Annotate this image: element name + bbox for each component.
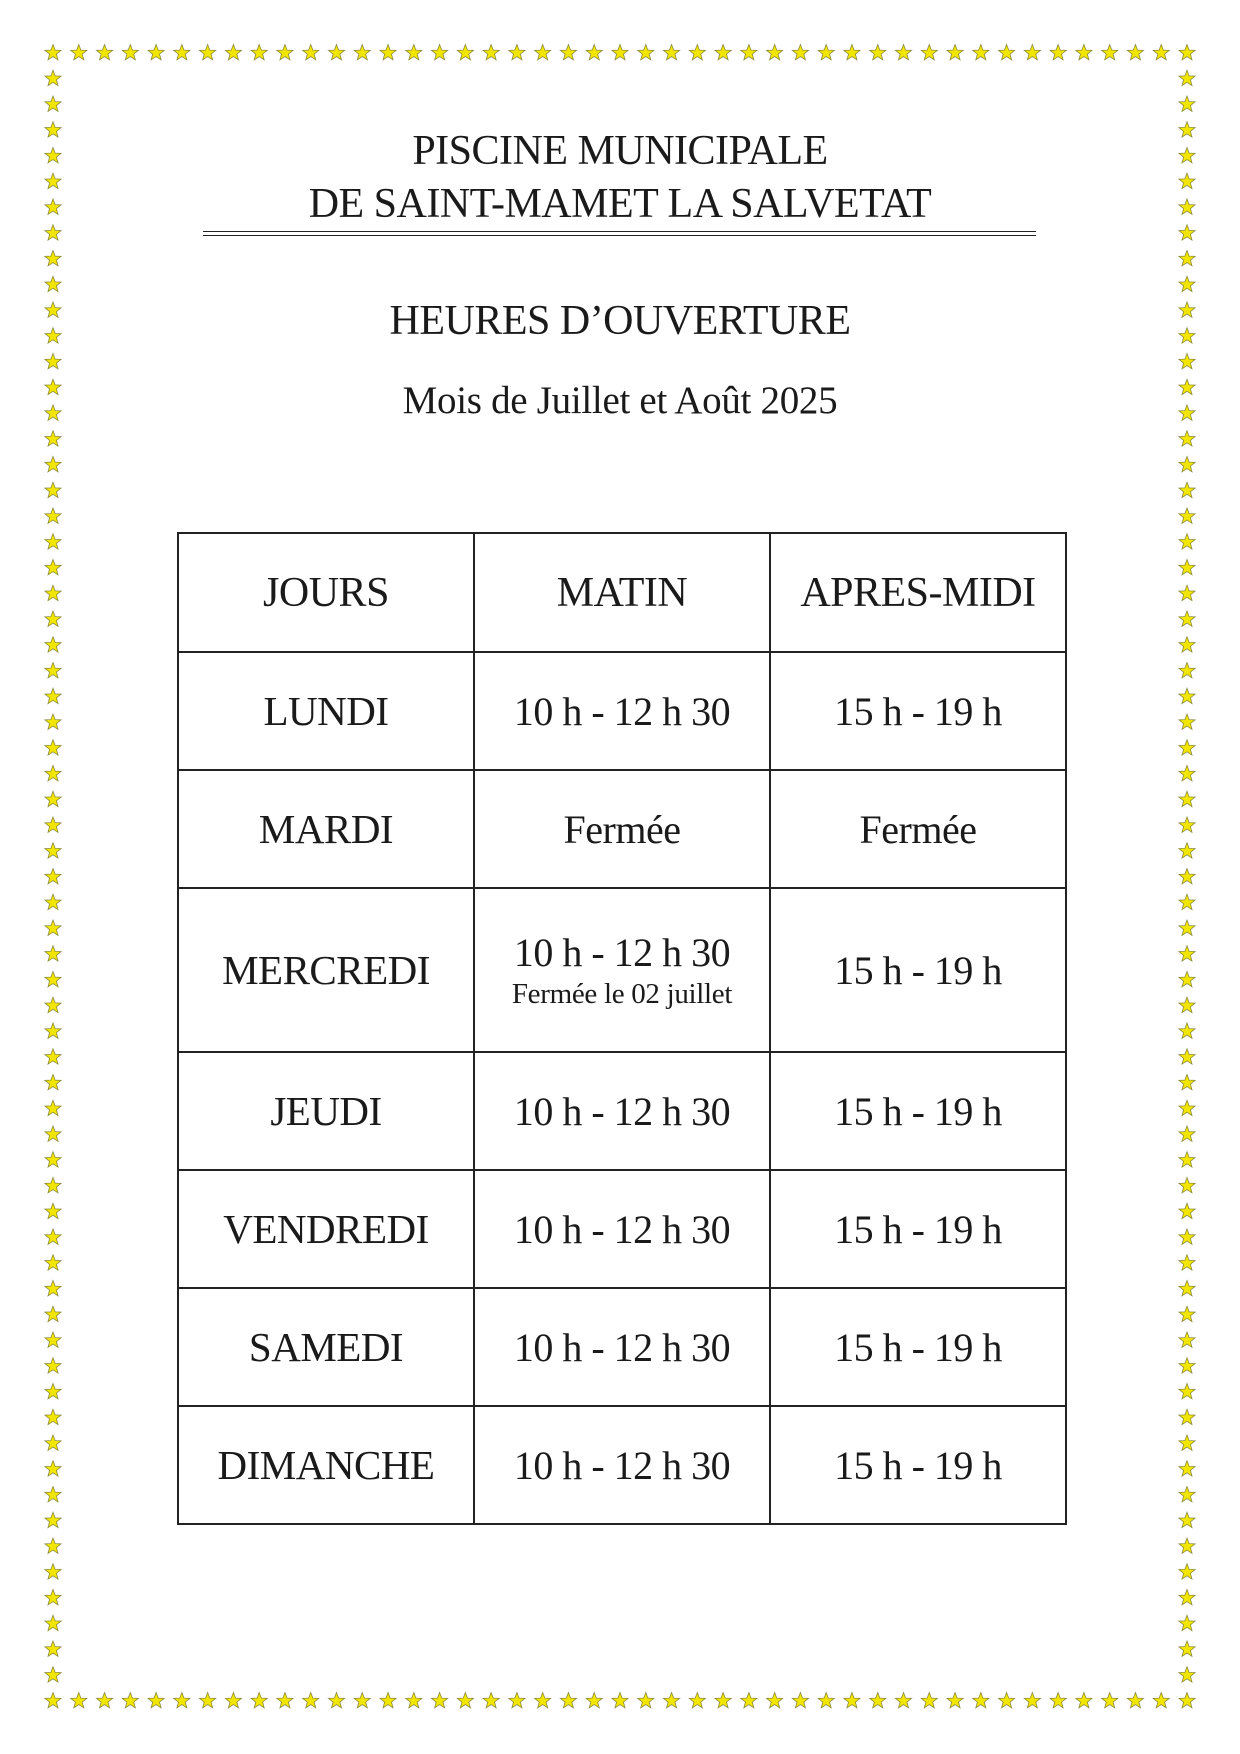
star-icon [45,946,61,961]
star-icon [1179,1229,1195,1244]
star-icon [200,1693,216,1708]
star-icon [354,45,370,60]
star-icon [1179,791,1195,806]
star-icon [1024,45,1040,60]
column-header-day: JOURS [178,533,474,652]
day-cell: MERCREDI [178,888,474,1052]
afternoon-cell: 15 h - 19 h [770,1406,1066,1524]
star-icon [45,534,61,549]
star-icon [715,45,731,60]
star-icon [303,45,319,60]
star-icon [1179,457,1195,472]
star-icon [870,1693,886,1708]
title-line-1: PISCINE MUNICIPALE [412,128,828,174]
star-icon [432,1693,448,1708]
star-icon [1179,740,1195,755]
star-icon [45,894,61,909]
table-row [178,1052,1066,1170]
star-icon [1102,45,1118,60]
morning-hours: 10 h - 12 h 30 [513,930,731,975]
column-header-afternoon: APRES-MIDI [770,533,1066,652]
star-icon [1050,1693,1066,1708]
morning-cell: 10 h - 12 h 30 [474,1170,770,1288]
star-icon [277,45,293,60]
star-icon [1179,354,1195,369]
star-icon [45,766,61,781]
star-icon [45,1126,61,1141]
star-icon [483,1693,499,1708]
star-icon [1179,997,1195,1012]
star-icon [45,1178,61,1193]
star-icon [1179,1435,1195,1450]
star-icon [612,1693,628,1708]
title-underline-double [203,235,1036,236]
star-icon [999,45,1015,60]
star-icon [457,1693,473,1708]
star-icon [45,1358,61,1373]
star-icon [45,1615,61,1630]
star-icon [45,1049,61,1064]
star-icon [45,637,61,652]
star-icon [535,1693,551,1708]
column-header-morning: MATIN [474,533,770,652]
star-icon [1179,1512,1195,1527]
star-icon [741,1693,757,1708]
star-icon [1102,1693,1118,1708]
star-icon [174,1693,190,1708]
star-icon [1179,1152,1195,1167]
star-icon [1179,1023,1195,1038]
title-line-2: DE SAINT-MAMET LA SALVETAT [308,181,932,227]
star-icon [1179,946,1195,961]
table-row [178,888,1066,1052]
star-icon [1179,1384,1195,1399]
closure-note: Fermée le 02 juillet [511,978,733,1010]
star-icon [1179,1255,1195,1270]
star-icon [1179,225,1195,240]
star-icon [1179,1641,1195,1656]
star-icon [45,1229,61,1244]
star-icon [174,45,190,60]
star-icon [689,45,705,60]
star-icon [303,1693,319,1708]
star-icon [45,508,61,523]
morning-cell: 10 h - 12 h 30 [474,1288,770,1406]
star-icon [45,354,61,369]
star-icon [1076,45,1092,60]
period-label: Mois de Juillet et Août 2025 [402,379,838,422]
table-row [178,1288,1066,1406]
star-icon [96,1693,112,1708]
star-icon [973,45,989,60]
star-icon [689,1693,705,1708]
star-icon [1179,1049,1195,1064]
star-icon [1050,45,1066,60]
star-icon [483,45,499,60]
star-icon [71,45,87,60]
star-icon [122,1693,138,1708]
star-icon [45,560,61,575]
star-icon [1179,1487,1195,1502]
star-icon [663,1693,679,1708]
morning-cell: 10 h - 12 h 30 [474,1052,770,1170]
opening-hours-heading: HEURES D’OUVERTURE [389,298,851,344]
star-icon [792,45,808,60]
star-icon [148,45,164,60]
star-icon [947,45,963,60]
star-icon [1127,1693,1143,1708]
afternoon-cell: 15 h - 19 h [770,888,1066,1052]
star-icon [251,1693,267,1708]
star-icon [251,45,267,60]
star-icon [895,45,911,60]
star-icon [1179,1615,1195,1630]
morning-cell: 10 h - 12 h 30 [474,652,770,770]
star-icon [1179,817,1195,832]
star-icon [844,1693,860,1708]
star-icon [1153,1693,1169,1708]
star-icon [45,45,61,60]
star-icon [509,1693,525,1708]
star-icon [45,457,61,472]
star-icon [328,45,344,60]
star-icon [45,1590,61,1605]
star-icon [663,45,679,60]
star-icon [1179,1281,1195,1296]
star-icon [1179,714,1195,729]
star-icon [96,45,112,60]
star-icon [1179,45,1195,60]
afternoon-cell: Fermée [770,770,1066,888]
star-icon [1179,70,1195,85]
star-icon [1179,920,1195,935]
star-icon [1179,1667,1195,1682]
star-icon [1179,585,1195,600]
star-icon [45,1384,61,1399]
star-icon [947,1693,963,1708]
star-icon [586,45,602,60]
afternoon-cell: 15 h - 19 h [770,1288,1066,1406]
star-icon [45,1281,61,1296]
morning-cell: Fermée [474,770,770,888]
table-row [178,1406,1066,1524]
star-icon [45,1409,61,1424]
star-icon [1179,637,1195,652]
star-icon [45,817,61,832]
star-icon [45,714,61,729]
star-icon [45,972,61,987]
table-row [178,770,1066,888]
star-icon [1179,663,1195,678]
star-icon [560,45,576,60]
star-icon [45,843,61,858]
star-icon [45,1203,61,1218]
star-icon [45,482,61,497]
star-icon [45,1538,61,1553]
star-icon [1179,1564,1195,1579]
star-icon [1179,276,1195,291]
star-icon [767,1693,783,1708]
star-icon [973,1693,989,1708]
morning-cell [474,888,770,1052]
star-icon [1179,1358,1195,1373]
star-icon [45,225,61,240]
star-icon [1024,1693,1040,1708]
star-icon [792,1693,808,1708]
star-icon [1179,1409,1195,1424]
star-icon [380,1693,396,1708]
star-icon [1179,482,1195,497]
star-icon [586,1693,602,1708]
star-icon [535,45,551,60]
afternoon-cell: 15 h - 19 h [770,1052,1066,1170]
star-icon [741,45,757,60]
star-icon [45,1075,61,1090]
star-icon [200,45,216,60]
star-icon [895,1693,911,1708]
star-icon [818,1693,834,1708]
day-cell: LUNDI [178,652,474,770]
star-icon [45,1461,61,1476]
star-icon [715,1693,731,1708]
star-icon [45,251,61,266]
star-icon [870,45,886,60]
star-icon [45,1152,61,1167]
star-icon [45,688,61,703]
table-row [178,1170,1066,1288]
star-icon [45,1435,61,1450]
star-icon [1127,45,1143,60]
star-icon [1179,1306,1195,1321]
star-icon [45,1564,61,1579]
star-icon [45,1332,61,1347]
star-icon [45,70,61,85]
star-icon [122,45,138,60]
star-icon [45,869,61,884]
star-icon [767,45,783,60]
star-icon [921,45,937,60]
day-cell: SAMEDI [178,1288,474,1406]
day-cell: VENDREDI [178,1170,474,1288]
star-icon [638,45,654,60]
star-icon [1179,1332,1195,1347]
star-icon [1179,894,1195,909]
star-icon [45,1487,61,1502]
star-icon [1153,45,1169,60]
day-cell: MARDI [178,770,474,888]
star-icon [921,1693,937,1708]
star-icon [1179,1075,1195,1090]
star-icon [1179,560,1195,575]
star-icon [45,920,61,935]
star-icon [1179,431,1195,446]
star-icon [45,585,61,600]
star-icon [277,1693,293,1708]
star-icon [45,1667,61,1682]
star-icon [45,997,61,1012]
star-icon [1179,534,1195,549]
star-icon [45,1023,61,1038]
star-icon [818,45,834,60]
star-icon [45,611,61,626]
star-icon [225,1693,241,1708]
star-icon [45,1512,61,1527]
star-icon [1179,96,1195,111]
star-icon [1179,1590,1195,1605]
star-icon [457,45,473,60]
star-icon [1179,766,1195,781]
morning-cell: 10 h - 12 h 30 [474,1406,770,1524]
star-icon [328,1693,344,1708]
star-icon [45,1641,61,1656]
star-icon [45,791,61,806]
star-icon [432,45,448,60]
star-icon [1179,869,1195,884]
star-icon [1179,1538,1195,1553]
table-row [178,652,1066,770]
star-icon [612,45,628,60]
star-icon [509,45,525,60]
star-icon [45,1306,61,1321]
star-icon [1076,1693,1092,1708]
star-icon [45,1255,61,1270]
star-icon [406,1693,422,1708]
star-icon [1179,688,1195,703]
star-icon [148,1693,164,1708]
star-icon [1179,1100,1195,1115]
star-icon [1179,611,1195,626]
table-header-row [178,533,1066,652]
star-icon [1179,508,1195,523]
star-icon [45,431,61,446]
star-icon [45,663,61,678]
star-icon [380,45,396,60]
star-icon [406,45,422,60]
star-icon [1179,972,1195,987]
star-icon [45,96,61,111]
star-icon [638,1693,654,1708]
star-icon [560,1693,576,1708]
star-icon [45,276,61,291]
star-icon [1179,1203,1195,1218]
star-icon [999,1693,1015,1708]
star-icon [45,740,61,755]
star-icon [1179,1126,1195,1141]
title-underline [203,231,1036,232]
star-icon [1179,1178,1195,1193]
opening-hours-table [177,532,1067,1525]
star-icon [1179,843,1195,858]
star-icon [1179,1461,1195,1476]
star-icon [1179,251,1195,266]
day-cell: JEUDI [178,1052,474,1170]
star-icon [1179,1693,1195,1708]
star-icon [225,45,241,60]
afternoon-cell: 15 h - 19 h [770,1170,1066,1288]
star-icon [45,1100,61,1115]
day-cell: DIMANCHE [178,1406,474,1524]
star-icon [844,45,860,60]
afternoon-cell: 15 h - 19 h [770,652,1066,770]
star-icon [45,1693,61,1708]
star-icon [71,1693,87,1708]
star-icon [354,1693,370,1708]
